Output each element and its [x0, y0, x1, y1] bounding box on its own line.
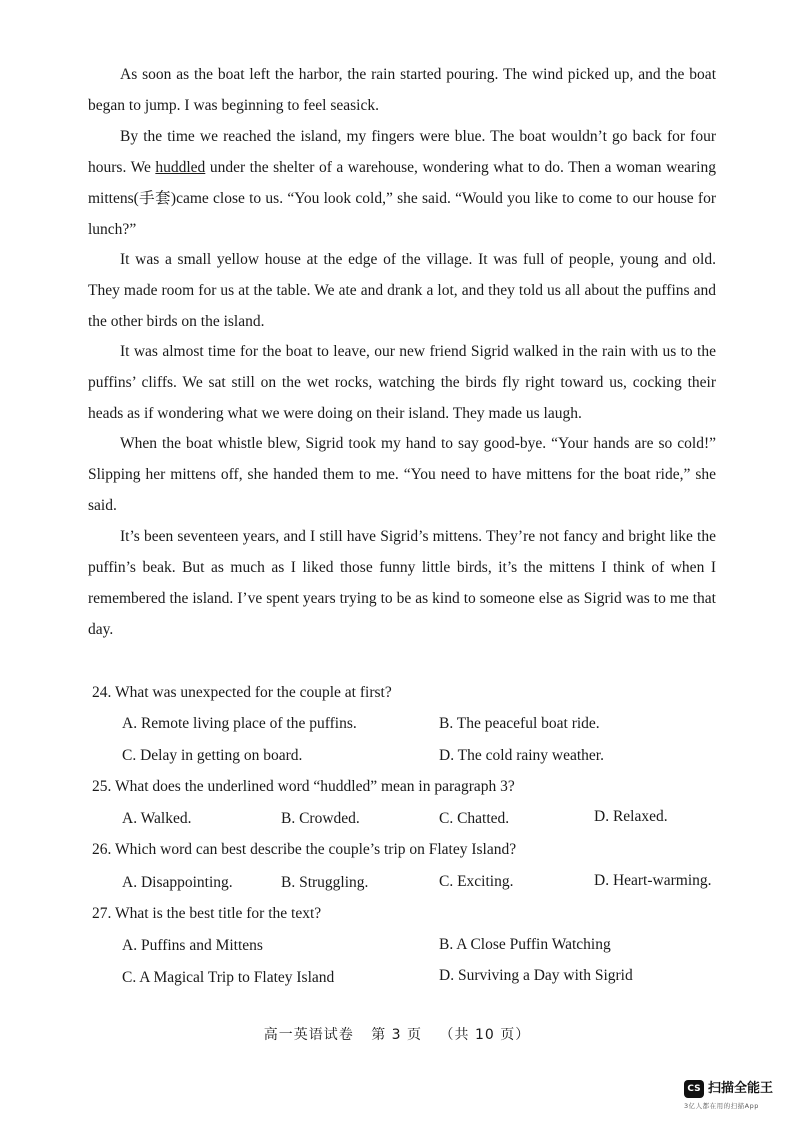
paragraph-4: It was almost time for the boat to leave, our new friend Sigrid walked in the rain with us to the puffins’ cliffs. We sat still on the wet rocks, watching the birds fly right toward us, cocking their heads as if wondering what we were doing on their island. They made us laugh. — [88, 343, 716, 422]
question-24-option-d: D. The cold rainy weather. — [439, 747, 604, 764]
question-25-option-a: A. Walked. — [122, 810, 192, 827]
question-24-option-c: C. Delay in getting on board. — [122, 747, 303, 764]
question-26-stem: 26. Which word can best describe the couple’s trip on Flatey Island? — [92, 841, 517, 858]
question-26-option-c: C. Exciting. — [439, 873, 514, 890]
question-25-option-c: C. Chatted. — [439, 810, 510, 827]
underlined-word: huddled — [155, 159, 206, 176]
question-24-option-b: B. The peaceful boat ride. — [439, 715, 600, 732]
question-27-option-a: A. Puffins and Mittens — [122, 937, 263, 954]
question-25-option-d: D. Relaxed. — [594, 808, 668, 825]
question-27-option-c: C. A Magical Trip to Flatey Island — [122, 969, 335, 986]
question-24-option-a: A. Remote living place of the puffins. — [122, 715, 357, 732]
question-26-option-b: B. Struggling. — [281, 874, 369, 891]
question-24-stem: 24. What was unexpected for the couple at first? — [92, 684, 392, 701]
scanner-tagline: 3亿人都在用的扫描App — [684, 1102, 759, 1110]
footer-title: 高一英语试卷 — [263, 1027, 354, 1043]
scanner-app-name: 扫描全能王 — [708, 1081, 774, 1096]
question-26-option-a: A. Disappointing. — [122, 874, 233, 891]
camscanner-logo-icon: CS — [684, 1080, 704, 1098]
paragraph-2 — [88, 121, 716, 245]
footer-page: 第 3 页 — [371, 1027, 423, 1043]
paragraph-3: It was a small yellow house at the edge of the village. It was full of people, young and old. They made room for us at the table. We ate and drank a lot, and they told us all about the puffins and the other birds on the island. — [88, 251, 716, 330]
question-27-option-b: B. A Close Puffin Watching — [439, 936, 611, 953]
paragraph-2-post: under the shelter of a warehouse, wondering what to do. Then a woman wearing mittens(手套)came close to us. “You look cold,” she said. “Would you like to come to our house for lunch?” — [88, 159, 716, 238]
question-26-option-d: D. Heart-warming. — [594, 872, 712, 889]
footer-total: （共 10 页） — [439, 1027, 531, 1043]
paragraph-2-pre: By the time we reached the island, my fingers were blue. The boat wouldn’t go back for four hours. We — [88, 128, 716, 176]
question-25-option-b: B. Crowded. — [281, 810, 360, 827]
paragraph-5: When the boat whistle blew, Sigrid took my hand to say good-bye. “Your hands are so cold!” Slipping her mittens off, she handed them to me. “You need to have mittens for the boat ride,” she said. — [88, 435, 716, 514]
paragraph-1: As soon as the boat left the harbor, the rain started pouring. The wind picked up, and the boat began to jump. I was beginning to feel seasick. — [88, 66, 716, 114]
question-27-stem: 27. What is the best title for the text? — [92, 905, 322, 922]
page-footer — [0, 1024, 794, 1044]
question-27-option-d: D. Surviving a Day with Sigrid — [439, 967, 633, 984]
scanner-watermark — [684, 1078, 780, 1114]
question-25-stem: 25. What does the underlined word “huddled” mean in paragraph 3? — [92, 778, 515, 795]
paragraph-6: It’s been seventeen years, and I still have Sigrid’s mittens. They’re not fancy and bright like the puffin’s beak. But as much as I liked those funny little birds, it’s the mittens I think of when I remembered the island. I’ve spent years trying to be as kind to someone else as Sigrid was to me that day. — [88, 528, 716, 638]
